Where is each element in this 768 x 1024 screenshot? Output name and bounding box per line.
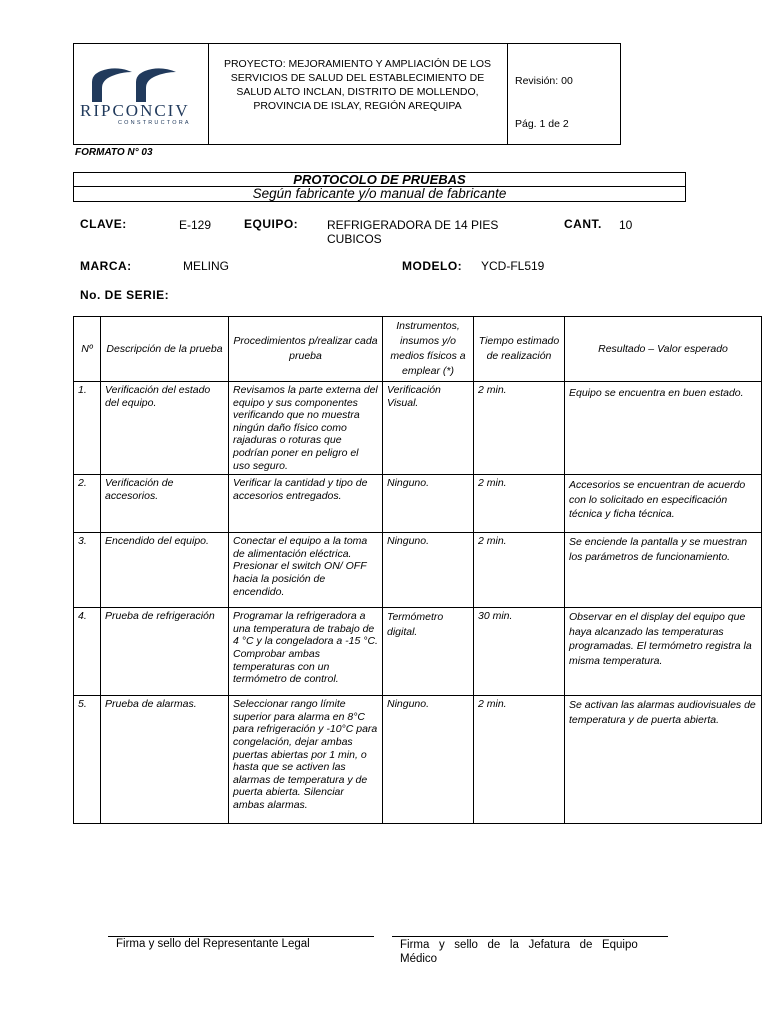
column-header: Tiempo estimado de realización <box>474 317 565 382</box>
column-header: Descripción de la prueba <box>101 317 229 382</box>
test-description: Verificación de accesorios. <box>101 475 229 533</box>
test-time: 2 min. <box>474 533 565 608</box>
row-number: 5. <box>74 696 101 824</box>
test-description: Prueba de alarmas. <box>101 696 229 824</box>
document-subtitle: Según fabricante y/o manual de fabricante <box>252 186 507 201</box>
column-header: Resultado – Valor esperado <box>565 317 762 382</box>
test-description: Prueba de refrigeración <box>101 608 229 696</box>
test-result: Observar en el display del equipo que haya alcanzado las temperaturas programadas. El termómetro registra la misma temperatura. <box>565 608 762 696</box>
column-header: Procedimientos p/realizar cada prueba <box>229 317 383 382</box>
modelo-value: YCD-FL519 <box>481 259 545 273</box>
marca-label: MARCA: <box>80 259 132 273</box>
signature-text-line: Médico <box>400 953 438 965</box>
format-number: FORMATO N° 03 <box>75 147 153 158</box>
test-time: 30 min. <box>474 608 565 696</box>
row-number: 2. <box>74 475 101 533</box>
equipo-value <box>327 218 498 246</box>
row-number: 4. <box>74 608 101 696</box>
test-result: Se enciende la pantalla y se muestran los parámetros de funcionamiento. <box>565 533 762 608</box>
test-time: 2 min. <box>474 382 565 475</box>
company-logo-icon <box>86 64 196 104</box>
signature-line-left <box>108 936 374 937</box>
test-result: Equipo se encuentra en buen estado. <box>565 382 762 475</box>
clave-label: CLAVE: <box>80 217 127 231</box>
test-result: Accesorios se encuentran de acuerdo con lo solicitado en especificación técnica y ficha técnica. <box>565 475 762 533</box>
test-description: Encendido del equipo. <box>101 533 229 608</box>
signature-line-right <box>392 936 668 937</box>
modelo-label: MODELO: <box>402 259 463 273</box>
test-instruments: Ninguno. <box>383 475 474 533</box>
test-procedure: Revisamos la parte externa del equipo y sus componentes verificando que no muestra ningún daño físico como rajaduras o roturas que podrían poner en peligro el uso seguro. <box>229 382 383 475</box>
table-row <box>74 533 762 608</box>
test-instruments: Verificación Visual. <box>383 382 474 475</box>
test-procedure: Conectar el equipo a la toma de alimentación eléctrica. Presionar el switch ON/ OFF hacia la posición de encendido. <box>229 533 383 608</box>
test-instruments: Termómetro digital. <box>383 608 474 696</box>
test-instruments: Ninguno. <box>383 696 474 824</box>
document-header <box>73 43 621 145</box>
table-row <box>74 696 762 824</box>
table-header-row <box>74 317 762 382</box>
column-header: Instrumentos, insumos y/o medios físicos a emplear (*) <box>383 317 474 382</box>
clave-value: E-129 <box>179 218 212 232</box>
cant-label: CANT. <box>564 217 602 231</box>
project-line: SALUD ALTO INCLAN, DISTRITO DE MOLLENDO, <box>236 86 479 98</box>
logo-subtitle: CONSTRUCTORA <box>118 120 191 126</box>
serie-label: No. DE SERIE: <box>80 288 170 302</box>
project-line: SERVICIOS DE SALUD DEL ESTABLECIMIENTO DE <box>230 72 485 84</box>
signature-legal-representative: Firma y sello del Representante Legal <box>116 938 310 950</box>
test-procedure: Programar la refrigeradora a una temperatura de trabajo de 4 °C y la congeladora a -15 °C. Comprobar ambas temperaturas con un termómetro de control. <box>229 608 383 696</box>
test-description: Verificación del estado del equipo. <box>101 382 229 475</box>
row-number: 1. <box>74 382 101 475</box>
table-row <box>74 608 762 696</box>
document-title: PROTOCOLO DE PRUEBAS <box>293 172 466 187</box>
logo-cell <box>74 44 209 144</box>
table-row <box>74 475 762 533</box>
signature-text-line: Firma y sello de la Jefatura de Equipo <box>400 939 638 951</box>
equipo-value-line: REFRIGERADORA DE 14 PIES <box>327 218 499 232</box>
test-instruments: Ninguno. <box>383 533 474 608</box>
test-time: 2 min. <box>474 475 565 533</box>
revision-label: Revisión: 00 <box>515 75 573 87</box>
test-time: 2 min. <box>474 696 565 824</box>
signature-medical-equipment-head <box>400 938 662 966</box>
project-description <box>208 44 508 144</box>
test-procedure: Verificar la cantidad y tipo de accesorios entregados. <box>229 475 383 533</box>
title-box <box>73 172 686 202</box>
logo-name: RIPCONCIV <box>80 101 190 120</box>
column-header: Nº <box>74 317 101 382</box>
test-result: Se activan las alarmas audiovisuales de temperatura y de puerta abierta. <box>565 696 762 824</box>
revision-cell <box>509 44 621 144</box>
project-line: PROYECTO: MEJORAMIENTO Y AMPLIACIÓN DE LOS <box>223 58 492 70</box>
row-number: 3. <box>74 533 101 608</box>
marca-value: MELING <box>183 259 230 273</box>
page-number: Pág. 1 de 2 <box>515 118 569 130</box>
equipo-label: EQUIPO: <box>244 217 299 231</box>
table-row <box>74 382 762 475</box>
test-protocol-table <box>73 316 762 824</box>
equipo-value-line: CUBICOS <box>327 232 382 246</box>
cant-value: 10 <box>619 218 633 232</box>
test-procedure: Seleccionar rango límite superior para alarma en 8°C para refrigeración y -10°C para congelación, dejar ambas puertas abiertas por 1 min, o hasta que se activen las alarmas de temperatura y de puerta abierta. Silenciar ambas alarmas. <box>229 696 383 824</box>
project-line: PROVINCIA DE ISLAY, REGIÓN AREQUIPA <box>253 100 462 112</box>
